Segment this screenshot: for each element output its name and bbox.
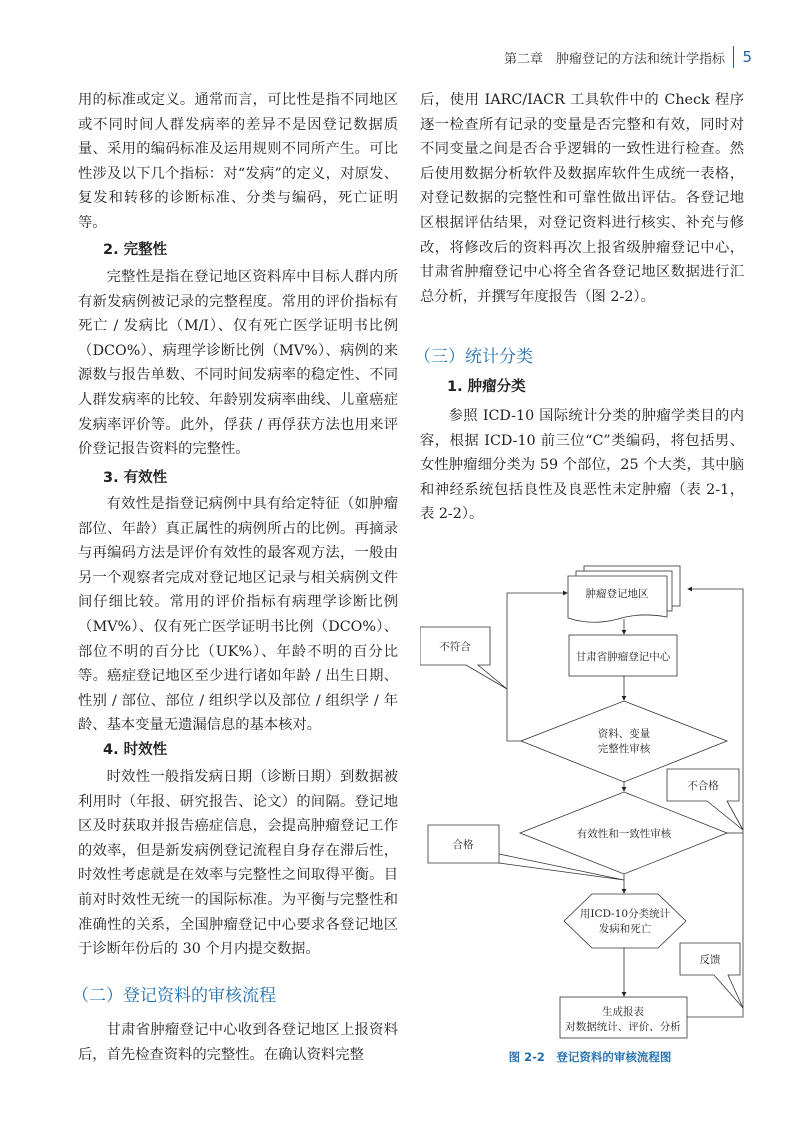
paragraph: 完整性是指在登记地区资料库中目标人群内所有新发病例被记录的完整程度。常用的评价指标有死亡 / 发病比（M/I）、仅有死亡医学证明书比例（DCO%）、病理学诊断比例（MV%）、病例的来源数与报告单数、不同时间发病率的稳定性、不同人群发病率的比较、年龄别发病率曲线、儿童癌症发病率评价等。此外，俘获 / 再俘获方法也用来评价登记报告资料的完整性。: [78, 269, 398, 458]
check2-label: 有效性和一致性审核: [576, 828, 672, 840]
paragraph: 甘肃省肿瘤登记中心收到各登记地区上报资料后，首先检查资料的完整性。在确认资料完整: [78, 1022, 398, 1063]
section-heading: （三）统计分类: [414, 347, 533, 367]
statistics-hexagon: [564, 894, 686, 948]
chapter-title: 第二章 肿瘤登记的方法和统计学指标: [503, 51, 725, 67]
check1-label: 完整性审核: [597, 743, 651, 755]
header-divider: [733, 46, 735, 68]
unqualified-label: 不合格: [687, 780, 719, 792]
regions-label: 肿瘤登记地区: [585, 588, 649, 600]
report-label: 对数据统计、评价、分析: [565, 1021, 681, 1033]
not-conform-callout: [420, 627, 507, 689]
figure-caption: 图 2-2 登记资料的审核流程图: [508, 1050, 672, 1064]
section-heading: 4. 时效性: [103, 742, 168, 758]
section-heading: 1. 肿瘤分类: [447, 379, 526, 395]
flowchart: [420, 560, 760, 1050]
paragraph: 用的标准或定义。通常而言，可比性是指不同地区或不同时间人群发病率的差异不是因登记数据质量、采用的编码标准及运用规则不同所产生。可比性涉及以下几个指标：对“发病”的定义，对原发、复发和转移的诊断标准、分类与编码，死亡证明等。: [78, 92, 398, 231]
not-conform-label: 不符合: [439, 641, 471, 653]
paragraph: 参照 ICD-10 国际统计分类的肿瘤学类目的内容，根据 ICD-10 前三位“C”类编码，将包括男、女性肿瘤细分类为 59 个部位，25 个大类，其中脑和神经系统包括良性及良恶性未定肿瘤（表 2-1，表 2-2）。: [420, 408, 744, 523]
section-heading: 2. 完整性: [103, 242, 168, 258]
qualified-label: 合格: [452, 839, 474, 851]
feedback-callout: [680, 943, 743, 1008]
feedback-label: 反馈: [699, 954, 721, 966]
paragraph: 后，使用 IARC/IACR 工具软件中的 Check 程序逐一检查所有记录的变量是否完整和有效，同时对不同变量之间是否合乎逻辑的一致性进行检查。然后使用数据分析软件及数据库软件生成统一表格，对登记数据的完整性和可靠性做出评估。各登记地区根据评估结果，对登记资料进行核实、补充与修改，将修改后的资料再次上报省级肿瘤登记中心，甘肃省肿瘤登记中心将全省各登记地区数据进行汇总分析，并撰写年度报告（图 2-2）。: [420, 92, 744, 305]
running-header: [504, 46, 752, 68]
report-label: 生成报表: [602, 1006, 644, 1018]
center-label: 甘肃省肿瘤登记中心: [575, 651, 671, 663]
page-number: 5: [742, 48, 752, 66]
section-heading: （二）登记资料的审核流程: [72, 986, 276, 1006]
paragraph: 时效性一般指发病日期（诊断日期）到数据被利用时（年报、研究报告、论文）的间隔。登记地区及时获取并报告癌症信息，会提高肿瘤登记工作的效率，但是新发病例登记流程自身存在滞后性，时效性考虑就是在效率与完整性之间取得平衡。目前对时效性无统一的国际标准。为平衡与完整性和准确性的关系，全国肿瘤登记中心要求各登记地区于诊断年份后的 30 个月内提交数据。: [78, 769, 398, 958]
not-conform-loop: [507, 593, 567, 741]
section-heading: 3. 有效性: [103, 470, 168, 486]
paragraph: 有效性是指登记病例中具有给定特征（如肿瘤部位、年龄）真正属性的病例所占的比例。再摘录与再编码方法是评价有效性的最客观方法，一般由另一个观察者完成对登记地区记录与相关病例文件间仔细比较。常用的评价指标有病理学诊断比例（MV%）、仅有死亡医学证明书比例（DCO%）、部位不明的百分比（UK%）、年龄不明的百分比等。癌症登记地区至少进行诸如年龄 / 出生日期、性别 / 部位、部位 / 组织学以及部位 / 组织学 / 年龄、基本变量无遗漏信息的基本核对。: [78, 496, 398, 734]
check1-label: 资料、变量: [597, 728, 651, 740]
stat-label: 发病和死亡: [598, 923, 652, 935]
stat-label: 用ICD-10分类统计: [579, 908, 671, 920]
